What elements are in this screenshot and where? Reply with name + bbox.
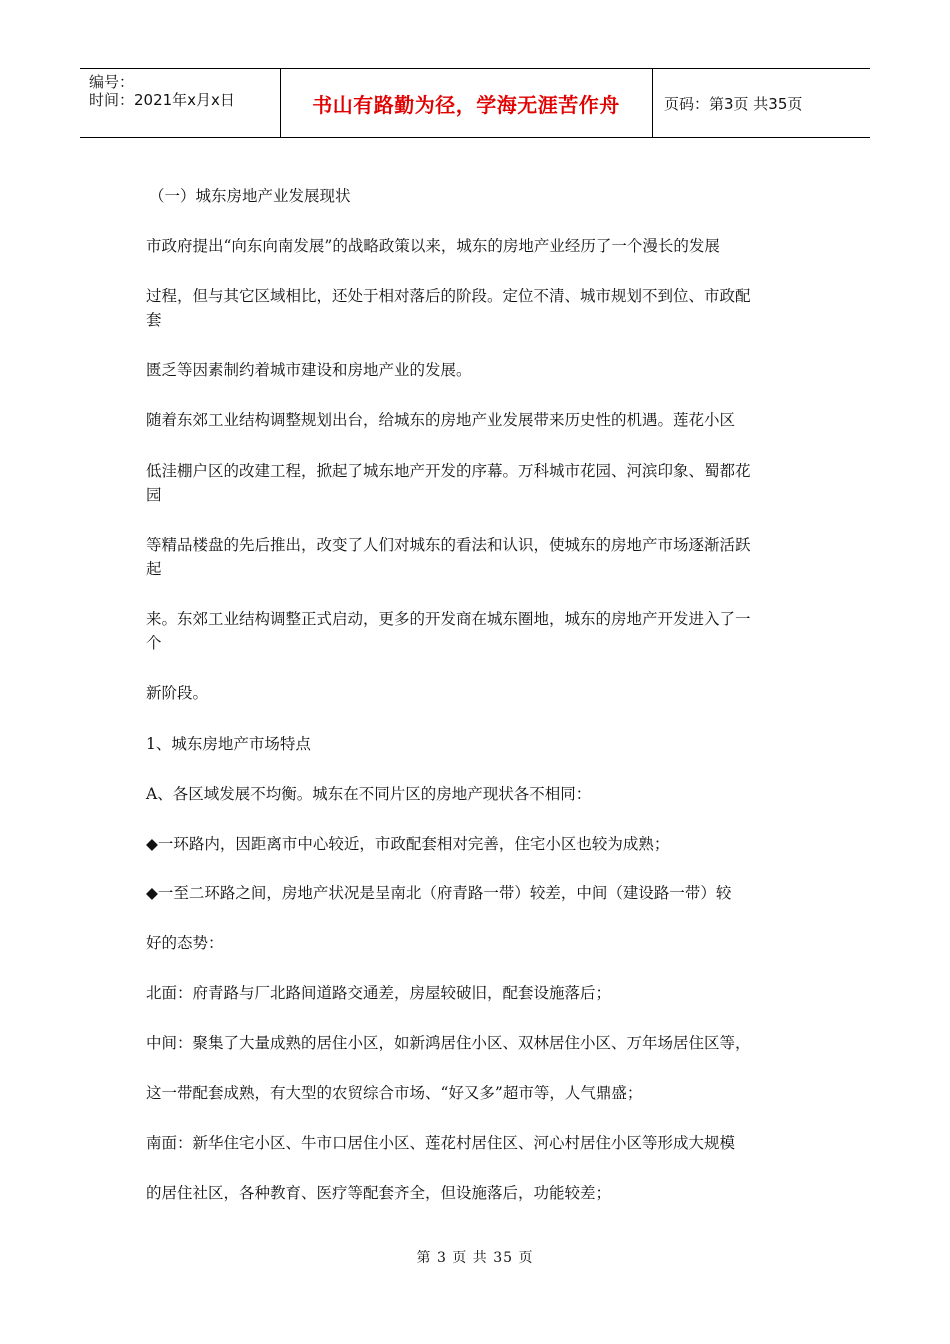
paragraph-line: 匮乏等因素制约着城市建设和房地产业的发展。 [146, 361, 472, 379]
page-footer: 第 3 页 共 35 页 [416, 1250, 534, 1266]
paragraph-line: 市政府提出“向东向南发展”的战略政策以来，城东的房地产业经历了一个漫长的发展 [146, 237, 720, 255]
section-heading: （一）城东房地产业发展现状 [149, 187, 351, 205]
document-number-label: 编号： [89, 73, 135, 91]
paragraph-line: A、各区域发展不均衡。城东在不同片区的房地产现状各不相同： [146, 785, 592, 803]
header-page-info: 页码：第3页 共35页 [664, 94, 803, 113]
paragraph-line: 起 [146, 560, 162, 578]
header-meta-cell [80, 69, 281, 137]
paragraph-line: 的居住社区，各种教育、医疗等配套齐全，但设施落后，功能较差； [146, 1184, 612, 1202]
paragraph-line: 个 [146, 634, 162, 652]
paragraph-line: 随着东郊工业结构调整规划出台，给城东的房地产业发展带来历史性的机遇。莲花小区 [146, 411, 736, 429]
paragraph-line: 来。东郊工业结构调整正式启动，更多的开发商在城东圈地，城东的房地产开发进入了一 [146, 610, 751, 628]
document-header [80, 68, 870, 138]
paragraph-line: 好的态势： [146, 934, 224, 952]
subsection-heading: 1、城东房地产市场特点 [146, 735, 311, 753]
paragraph-line: 中间：聚集了大量成熟的居住小区，如新鸿居住小区、双林居住小区、万年场居住区等， [146, 1034, 751, 1052]
header-motto: 书山有路勤为径，学海无涯苦作舟 [280, 69, 653, 137]
paragraph-line: 这一带配套成熟，有大型的农贸综合市场、“好又多”超市等，人气鼎盛； [146, 1084, 643, 1102]
paragraph-line: 南面：新华住宅小区、牛市口居住小区、莲花村居住区、河心村居住小区等形成大规模 [146, 1134, 736, 1152]
bullet-item: ◆一环路内，因距离市中心较近，市政配套相对完善，住宅小区也较为成熟； [146, 835, 670, 853]
document-time-label: 时间：2021年x月x日 [89, 91, 235, 109]
paragraph-line: 园 [146, 486, 162, 504]
paragraph-line: 过程，但与其它区域相比，还处于相对落后的阶段。定位不清、城市规划不到位、市政配 [146, 287, 751, 305]
paragraph-line: 低洼棚户区的改建工程，掀起了城东地产开发的序幕。万科城市花园、河滨印象、蜀都花 [146, 462, 751, 480]
paragraph-line: 北面：府青路与厂北路间道路交通差，房屋较破旧，配套设施落后； [146, 984, 612, 1002]
paragraph-line: 新阶段。 [146, 684, 209, 702]
paragraph-line: 等精品楼盘的先后推出，改变了人们对城东的看法和认识，使城东的房地产市场逐渐活跃 [146, 536, 751, 554]
paragraph-line: 套 [146, 311, 162, 329]
bullet-item: ◆一至二环路之间，房地产状况是呈南北（府青路一带）较差，中间（建设路一带）较 [146, 884, 732, 902]
